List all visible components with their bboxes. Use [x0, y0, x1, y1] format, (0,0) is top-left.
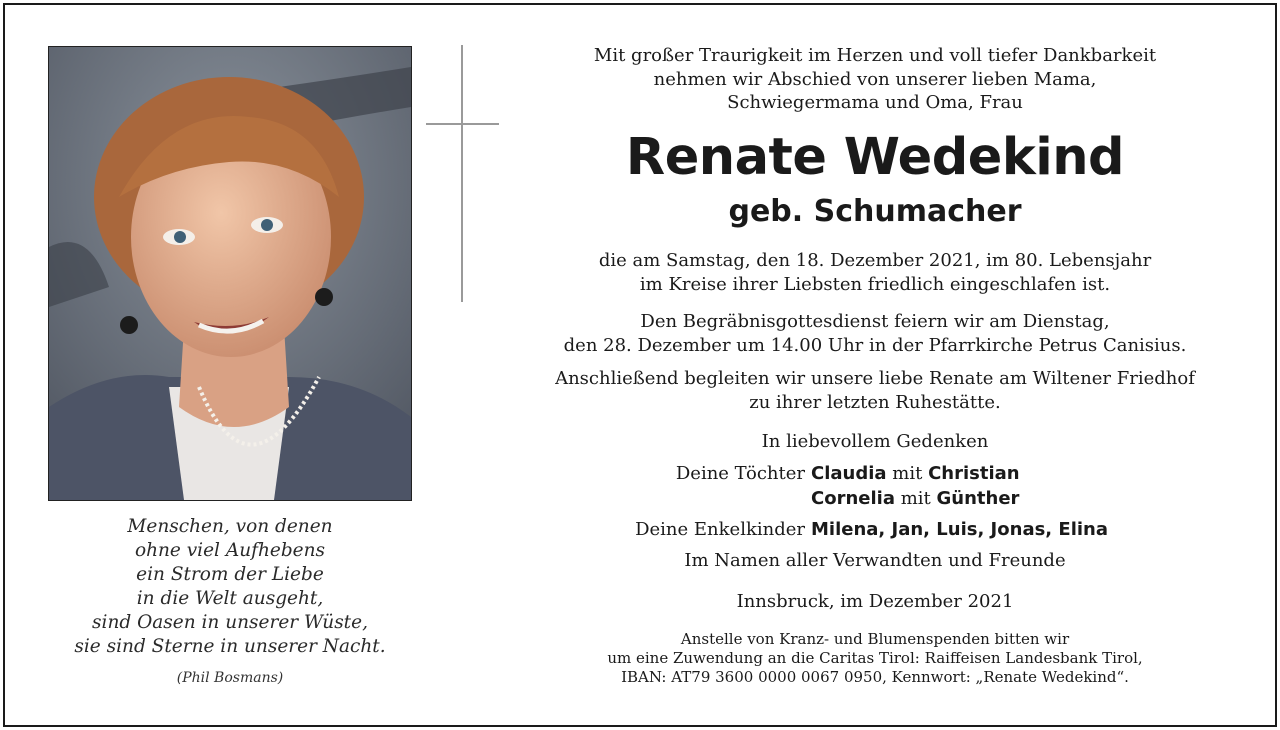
portrait-illustration — [49, 47, 411, 500]
grandchildren-list: Milena, Jan, Luis, Jonas, Elina — [811, 519, 1108, 540]
grandchildren-label: Deine Enkelkinder — [635, 519, 805, 540]
relatives-line: Im Namen aller Verwandten und Freunde — [684, 550, 1066, 571]
funeral-line: Den Begräbnisgottesdienst feiern wir am Dienstag, — [640, 311, 1110, 332]
daughter-2-name: Cornelia — [811, 488, 895, 509]
poem-line: Menschen, von denen — [127, 516, 333, 537]
intro-line: Schwiegermama und Oma, Frau — [727, 92, 1023, 113]
obituary-card — [3, 3, 1277, 727]
daughter-1-name: Claudia — [811, 463, 887, 484]
death-notice — [505, 249, 1245, 296]
donation-line: um eine Zuwendung an die Caritas Tirol: Raiffeisen Landesbank Tirol, — [607, 649, 1143, 667]
daughters-label: Deine Töchter — [675, 463, 805, 484]
deceased-name: Renate Wedekind — [625, 128, 1125, 187]
daughter-1 — [811, 462, 1020, 486]
poem-author: (Phil Bosmans) — [176, 670, 284, 686]
memory-line: In liebevollem Gedenken — [761, 431, 989, 452]
daughter-2-partner: Günther — [936, 488, 1020, 509]
funeral-line: den 28. Dezember um 14.00 Uhr in der Pfarrkirche Petrus Canisius. — [563, 334, 1187, 356]
poem-line: ohne viel Aufhebens — [134, 540, 326, 561]
donation-line: IBAN: AT79 3600 0000 0067 0950, Kennwort: „Renate Wedekind“. — [621, 668, 1129, 686]
poem-line: in die Welt ausgeht, — [136, 588, 324, 609]
poem-line: sie sind Sterne in unserer Nacht. — [74, 636, 386, 657]
poem — [35, 515, 425, 659]
daughter-1-partner: Christian — [928, 463, 1020, 484]
intro-line: nehmen wir Abschied von unserer lieben Mama, — [653, 68, 1097, 90]
mit-text: mit — [892, 463, 923, 484]
cross-vertical-bar — [461, 45, 463, 302]
burial-line: Anschließend begleiten wir unsere liebe Renate am Wiltener Friedhof — [555, 368, 1195, 389]
poem-line: ein Strom der Liebe — [136, 564, 324, 585]
burial-line: zu ihrer letzten Ruhestätte. — [749, 391, 1001, 413]
poem-line: sind Oasen in unserer Wüste, — [92, 612, 368, 633]
death-notice-line: die am Samstag, den 18. Dezember 2021, im 80. Lebensjahr — [598, 250, 1152, 271]
death-notice-line: im Kreise ihrer Liebsten friedlich eingeschlafen ist. — [639, 273, 1111, 295]
portrait-photo — [48, 46, 412, 501]
intro-line: Mit großer Traurigkeit im Herzen und voll tiefer Dankbarkeit — [593, 45, 1157, 66]
mit-text: mit — [900, 488, 931, 509]
burial-info — [505, 367, 1245, 414]
daughter-2 — [811, 487, 1019, 511]
maiden-name: geb. Schumacher — [728, 194, 1022, 229]
intro-text — [505, 44, 1245, 115]
cross-horizontal-bar — [426, 123, 499, 125]
donation-line: Anstelle von Kranz- und Blumenspenden bitten wir — [680, 630, 1070, 648]
donation-notice — [505, 630, 1245, 687]
place-date: Innsbruck, im Dezember 2021 — [736, 591, 1014, 612]
grandchildren-names — [811, 518, 1108, 542]
funeral-info — [505, 310, 1245, 357]
